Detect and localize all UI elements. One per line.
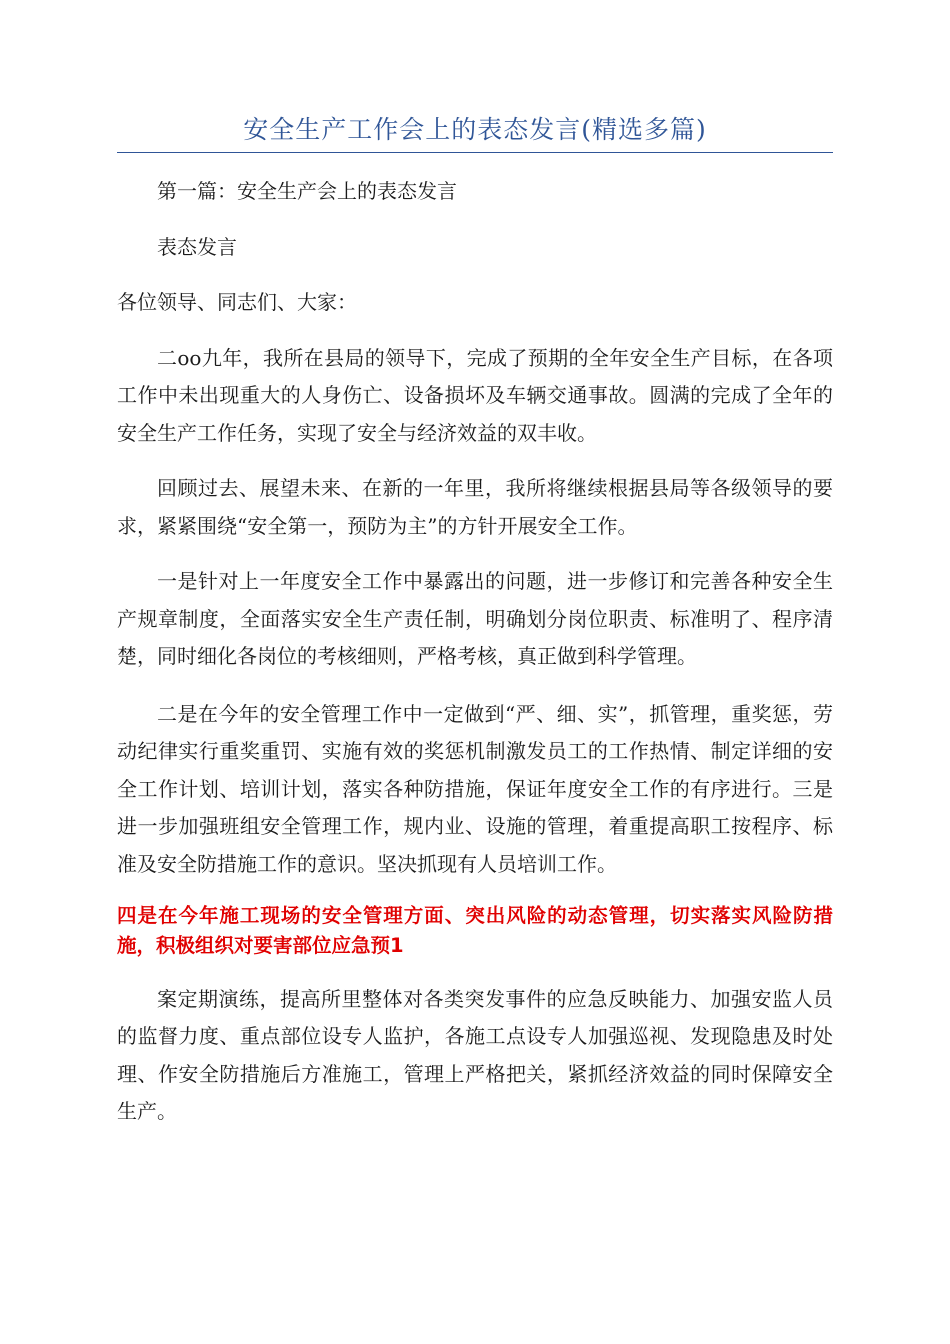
paragraph-3: 一是针对上一年度安全工作中暴露出的问题，进一步修订和完善各种安全生产规章制度，全面落实安全生产责任制，明确划分岗位职责、标准明了、程序清楚，同时细化各岗位的考核细则，严格考核，真正做到科学管理。	[117, 569, 833, 668]
subheading: 表态发言	[157, 234, 237, 259]
paragraph-2: 回顾过去、展望未来、在新的一年里，我所将继续根据县局等各级领导的要求，紧紧围绕“安全第一，预防为主”的方针开展安全工作。	[117, 476, 833, 538]
final-paragraph: 案定期演练，提高所里整体对各类突发事件的应急反映能力、加强安监人员的监督力度、重点部位设专人监护，各施工点设专人加强巡视、发现隐患及时处理、作安全防措施后方准施工，管理上严格把关，紧抓经济效益的同时保障安全生产。	[117, 986, 833, 1123]
salutation: 各位领导、同志们、大家：	[117, 290, 357, 314]
red-heading: 四是在今年施工现场的安全管理方面、突出风险的动态管理，切实落实风险防措施，积极组织对要害部位应急预1	[117, 904, 833, 957]
document-title: 安全生产工作会上的表态发言(精选多篇)	[117, 112, 833, 153]
paragraph-4: 二是在今年的安全管理工作中一定做到“严、细、实”，抓管理，重奖惩，劳动纪律实行重奖重罚、实施有效的奖惩机制激发员工的工作热情、制定详细的安全工作计划、培训计划，落实各种防措施，保证年度安全工作的有序进行。三是进一步加强班组安全管理工作，规内业、设施的管理，着重提高职工按程序、标准及安全防措施工作的意识。坚决抓现有人员培训工作。	[117, 701, 833, 876]
document-page	[117, 112, 833, 1131]
paragraph-1: 二oo九年，我所在县局的领导下，完成了预期的全年安全生产目标，在各项工作中未出现重大的人身伤亡、设备损坏及车辆交通事故。圆满的完成了全年的安全生产工作任务，实现了安全与经济效益的双丰收。	[117, 345, 833, 445]
section-heading: 第一篇：安全生产会上的表态发言	[157, 179, 457, 203]
